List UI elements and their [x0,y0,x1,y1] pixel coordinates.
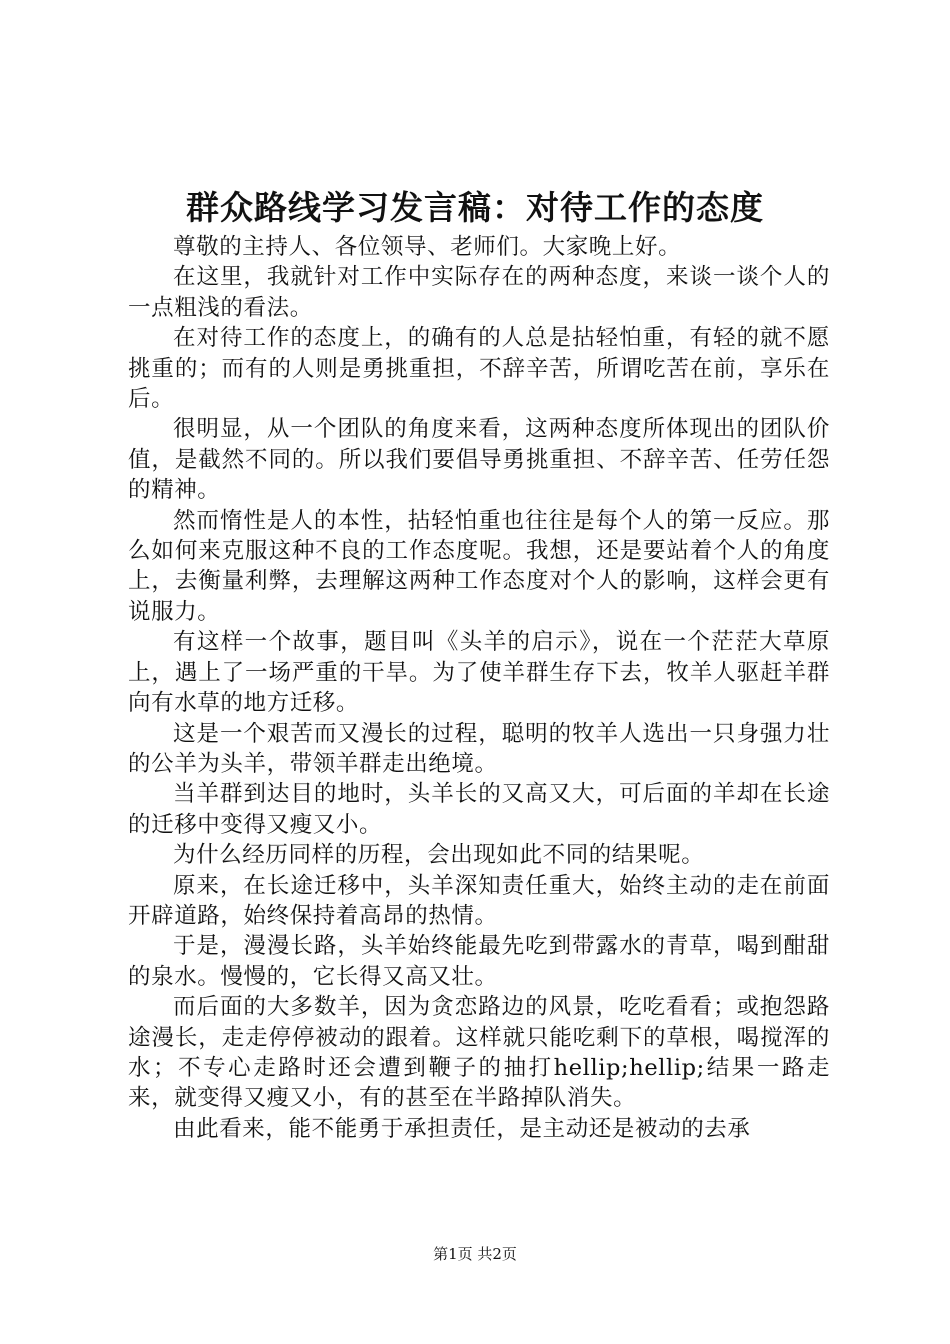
paragraph: 尊敬的主持人、各位领导、老师们。大家晚上好。 [173,234,682,260]
paragraph: 于是，漫漫长路，头羊始终能最先吃到带露水的青草，喝到酣甜的泉水。慢慢的，它长得又高又壮。 [128,933,830,990]
paragraph: 在对待工作的态度上，的确有的人总是拈轻怕重，有轻的就不愿挑重的；而有的人则是勇挑重担，不辞辛苦，所谓吃苦在前，享乐在后。 [128,325,830,413]
paragraph: 有这样一个故事，题目叫《头羊的启示》，说在一个茫茫大草原上，遇上了一场严重的干旱。为了使羊群生存下去，牧羊人驱赶羊群向有水草的地方迁移。 [128,629,830,717]
paragraph: 为什么经历同样的历程，会出现如此不同的结果呢。 [173,842,705,869]
paragraph: 原来，在长途迁移中，头羊深知责任重大，始终主动的走在前面开辟道路，始终保持着高昂的热情。 [128,872,830,929]
paragraph: 由此看来，能不能勇于承担责任，是主动还是被动的去承 [173,1115,751,1142]
page-number-footer: 第1页 共2页 [433,1245,517,1263]
paragraph: 这是一个艰苦而又漫长的过程，聪明的牧羊人选出一只身强力壮的公羊为头羊，带领羊群走出绝境。 [128,720,830,777]
paragraph: 在这里，我就针对工作中实际存在的两种态度，来谈一谈个人的一点粗浅的看法。 [128,264,830,321]
paragraph: 然而惰性是人的本性，拈轻怕重也往往是每个人的第一反应。那么如何来克服这种不良的工作态度呢。我想，还是要站着个人的角度上，去衡量利弊，去理解这两种工作态度对个人的影响，这样会更有说服力。 [128,507,830,625]
paragraph: 而后面的大多数羊，因为贪恋路边的风景，吃吃看看；或抱怨路途漫长，走走停停被动的跟着。这样就只能吃剩下的草根，喝搅浑的水；不专心走路时还会遭到鞭子的抽打hellip;hellip;结果一路走来，就变得又瘦又小，有的甚至在半路掉队消失。 [128,994,830,1112]
paragraph: 当羊群到达目的地时，头羊长的又高又大，可后面的羊却在长途的迁移中变得又瘦又小。 [128,781,830,838]
document-body [128,232,830,1144]
document-title: 群众路线学习发言稿：对待工作的态度 [186,188,764,227]
paragraph: 很明显，从一个团队的角度来看，这两种态度所体现出的团队价值，是截然不同的。所以我们要倡导勇挑重担、不辞辛苦、任劳任怨的精神。 [128,416,830,504]
